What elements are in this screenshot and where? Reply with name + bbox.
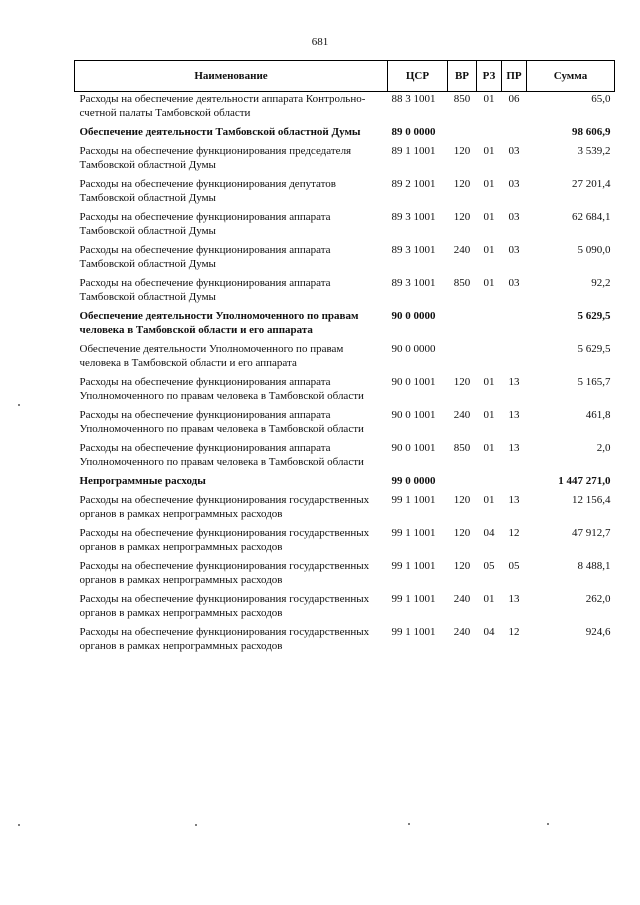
cell-vr [448, 309, 477, 342]
cell-pr [502, 342, 527, 375]
cell-rz: 05 [483, 560, 495, 572]
cell-rz: 01 [483, 93, 495, 105]
cell-csr: 90 0 0000 [391, 310, 436, 322]
cell-vr: 240 [453, 409, 471, 421]
cell-pr: 03 [508, 178, 520, 190]
cell-name: Расходы на обеспечение деятельности аппарата Контрольно-счетной палаты Тамбовской области [79, 93, 366, 119]
cell-name: Расходы на обеспечение функционирования аппарата Уполномоченного по правам человека в Тамбовской области [79, 442, 364, 468]
cell-sum: 92,2 [591, 277, 611, 289]
table-row [75, 441, 615, 474]
table-row [75, 625, 615, 658]
table-row [75, 309, 615, 342]
table-header-row [75, 61, 615, 92]
cell-csr: 89 3 1001 [391, 211, 436, 223]
cell-name: Расходы на обеспечение функционирования государственных органов в рамках непрограммных расходов [79, 494, 370, 520]
cell-sum: 47 912,7 [572, 527, 611, 539]
cell-csr: 89 2 1001 [391, 178, 436, 190]
cell-name: Расходы на обеспечение функционирования государственных органов в рамках непрограммных расходов [79, 593, 370, 619]
cell-sum: 262,0 [585, 593, 611, 605]
cell-pr: 05 [508, 560, 520, 572]
table-row [75, 526, 615, 559]
cell-name: Расходы на обеспечение функционирования аппарата Уполномоченного по правам человека в Тамбовской области [79, 376, 364, 402]
table-row [75, 210, 615, 243]
cell-vr: 850 [453, 93, 471, 105]
cell-rz: 01 [483, 211, 495, 223]
table-row [75, 474, 615, 493]
cell-pr: 06 [508, 93, 520, 105]
cell-rz [477, 342, 502, 375]
header-sum: Сумма [527, 61, 615, 92]
cell-csr: 89 3 1001 [391, 244, 436, 256]
cell-rz [477, 125, 502, 144]
header-vr: ВР [448, 61, 477, 92]
cell-vr: 850 [453, 442, 471, 454]
table-row [75, 375, 615, 408]
table-body [75, 92, 615, 659]
cell-name: Расходы на обеспечение функционирования аппарата Тамбовской областной Думы [79, 277, 331, 303]
cell-name: Расходы на обеспечение функционирования аппарата Тамбовской областной Думы [79, 244, 331, 270]
header-name: Наименование [75, 61, 388, 92]
cell-name: Непрограммные расходы [79, 475, 206, 487]
table-row [75, 125, 615, 144]
cell-rz: 01 [483, 244, 495, 256]
cell-name: Обеспечение деятельности Тамбовской областной Думы [79, 126, 361, 138]
cell-sum: 65,0 [591, 93, 611, 105]
cell-rz: 01 [483, 442, 495, 454]
cell-name: Расходы на обеспечение функционирования депутатов Тамбовской областной Думы [79, 178, 336, 204]
cell-pr: 03 [508, 277, 520, 289]
cell-rz [477, 309, 502, 342]
cell-rz: 04 [483, 527, 495, 539]
cell-vr [448, 342, 477, 375]
cell-rz: 01 [483, 277, 495, 289]
cell-csr: 99 1 1001 [391, 593, 436, 605]
cell-vr [448, 474, 477, 493]
cell-sum: 3 539,2 [577, 145, 611, 157]
cell-pr: 13 [508, 593, 520, 605]
cell-pr: 03 [508, 211, 520, 223]
cell-pr: 13 [508, 376, 520, 388]
cell-name: Расходы на обеспечение функционирования аппарата Тамбовской областной Думы [79, 211, 331, 237]
cell-sum: 8 488,1 [577, 560, 611, 572]
cell-vr: 240 [453, 593, 471, 605]
cell-vr [448, 125, 477, 144]
cell-pr: 12 [508, 626, 520, 638]
header-pr: ПР [502, 61, 527, 92]
cell-vr: 120 [453, 494, 471, 506]
header-rz: РЗ [477, 61, 502, 92]
cell-sum: 62 684,1 [572, 211, 611, 223]
cell-csr: 90 0 1001 [391, 409, 436, 421]
cell-csr: 99 1 1001 [391, 560, 436, 572]
cell-vr: 850 [453, 277, 471, 289]
cell-rz: 01 [483, 494, 495, 506]
cell-name: Расходы на обеспечение функционирования государственных органов в рамках непрограммных расходов [79, 626, 370, 652]
cell-vr: 120 [453, 560, 471, 572]
cell-vr: 120 [453, 211, 471, 223]
cell-pr [502, 125, 527, 144]
cell-csr: 90 0 1001 [391, 442, 436, 454]
cell-sum: 5 090,0 [577, 244, 611, 256]
header-csr: ЦСР [388, 61, 448, 92]
cell-name: Расходы на обеспечение функционирования государственных органов в рамках непрограммных расходов [79, 560, 370, 586]
cell-vr: 120 [453, 145, 471, 157]
cell-pr: 12 [508, 527, 520, 539]
cell-csr: 99 1 1001 [391, 494, 436, 506]
cell-csr: 90 0 0000 [391, 343, 436, 355]
table-row [75, 592, 615, 625]
cell-pr [502, 309, 527, 342]
cell-rz: 01 [483, 178, 495, 190]
cell-pr: 03 [508, 145, 520, 157]
cell-pr: 13 [508, 409, 520, 421]
cell-csr: 89 3 1001 [391, 277, 436, 289]
table-row [75, 144, 615, 177]
cell-name: Обеспечение деятельности Уполномоченного по правам человека в Тамбовской области и его аппарата [79, 310, 359, 336]
cell-sum: 461,8 [585, 409, 611, 421]
page-number: 681 [311, 36, 329, 48]
cell-name: Расходы на обеспечение функционирования председателя Тамбовской областной Думы [79, 145, 352, 171]
cell-rz: 01 [483, 593, 495, 605]
table-row [75, 408, 615, 441]
cell-sum: 924,6 [585, 626, 611, 638]
cell-sum: 2,0 [596, 442, 611, 454]
cell-csr: 99 0 0000 [391, 475, 436, 487]
cell-name: Обеспечение деятельности Уполномоченного по правам человека в Тамбовской области и его аппарата [79, 343, 344, 369]
cell-pr: 13 [508, 442, 520, 454]
cell-csr: 88 3 1001 [391, 93, 436, 105]
cell-csr: 89 1 1001 [391, 145, 436, 157]
table-row [75, 243, 615, 276]
cell-rz: 01 [483, 145, 495, 157]
cell-rz: 01 [483, 409, 495, 421]
cell-name: Расходы на обеспечение функционирования аппарата Уполномоченного по правам человека в Тамбовской области [79, 409, 364, 435]
cell-sum: 98 606,9 [572, 126, 611, 138]
cell-sum: 5 165,7 [577, 376, 611, 388]
table-row [75, 342, 615, 375]
cell-vr: 120 [453, 376, 471, 388]
cell-rz: 01 [483, 376, 495, 388]
cell-sum: 1 447 271,0 [558, 475, 611, 487]
cell-rz [477, 474, 502, 493]
cell-csr: 90 0 1001 [391, 376, 436, 388]
cell-sum: 12 156,4 [572, 494, 611, 506]
table-row [75, 92, 615, 126]
cell-name: Расходы на обеспечение функционирования государственных органов в рамках непрограммных расходов [79, 527, 370, 553]
cell-pr: 03 [508, 244, 520, 256]
table-row [75, 177, 615, 210]
cell-vr: 120 [453, 527, 471, 539]
cell-pr: 13 [508, 494, 520, 506]
table-row [75, 276, 615, 309]
cell-vr: 120 [453, 178, 471, 190]
cell-vr: 240 [453, 244, 471, 256]
cell-sum: 27 201,4 [572, 178, 611, 190]
cell-sum: 5 629,5 [577, 310, 611, 322]
cell-rz: 04 [483, 626, 495, 638]
cell-vr: 240 [453, 626, 471, 638]
cell-sum: 5 629,5 [577, 343, 611, 355]
cell-csr: 99 1 1001 [391, 527, 436, 539]
cell-csr: 99 1 1001 [391, 626, 436, 638]
table-row [75, 493, 615, 526]
cell-csr: 89 0 0000 [391, 126, 436, 138]
table-row [75, 559, 615, 592]
budget-table [74, 60, 615, 658]
cell-pr [502, 474, 527, 493]
